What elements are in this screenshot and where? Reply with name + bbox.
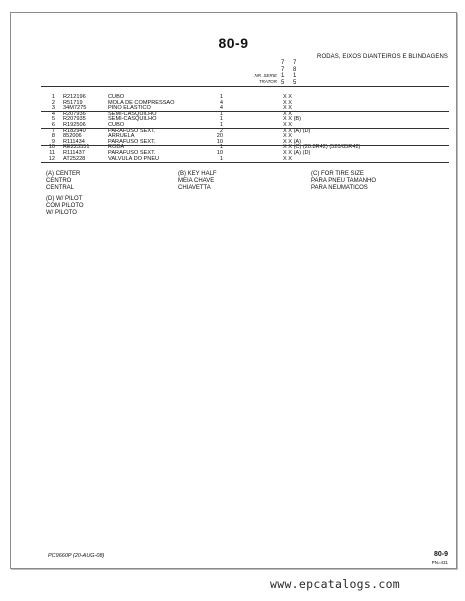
part-number: R212196 [63,94,86,100]
quantity: 10 [216,138,223,145]
applicability: X X (A) (D) [283,127,311,134]
item-number: 2 [51,99,55,106]
note-line: PARA PNEU TAMANHO [311,178,377,185]
applicability: X X [283,122,293,128]
part-number: R207936 [63,110,86,117]
quantity: 1 [219,94,223,100]
code-row: 7 8 [281,66,300,73]
quantity: 2 [219,127,223,134]
part-number: R111434 [63,138,85,145]
part-description: SEMI-CASQUILHO [108,116,157,123]
note-line: CHIAVETTA [178,185,211,192]
applicability: X X [283,99,293,106]
part-number: R192506 [63,122,86,128]
applicability: X X [283,133,293,140]
part-description: ARRUELA [108,133,135,140]
note-line: CENTRAL [46,185,75,192]
watermark-url: www.epcatalogs.com [270,577,401,591]
serial-code-columns [281,60,300,86]
group-divider [41,111,449,112]
note-a [46,171,80,193]
note-line: (A) CENTER [46,171,81,177]
code-row: 7 7 [281,60,300,66]
footer-page-number: 80-9 [433,551,448,558]
group-divider [41,128,449,129]
part-number: R207935 [63,116,86,123]
note-line: (B) KEY HALF [178,171,217,177]
note-line: MEIA CHAVE [178,178,215,185]
item-number: 10 [48,144,55,151]
footer-catalog-id: PC9660P (20-AUG-08) [48,553,105,559]
applicability: X X (B) [283,116,302,123]
item-number: 3 [51,105,55,112]
applicability: X X (C) (20.8R42) (520/85R42) [283,144,361,151]
table-bottom-rule [41,162,449,163]
quantity: 1 [219,122,223,128]
part-description: SEMI-CASQUILHO [108,110,157,117]
item-number: 5 [51,116,55,123]
applicability: X X [283,94,293,100]
applicability: X X [283,105,293,112]
applicability: X X [283,110,293,117]
quantity: 20 [216,133,223,140]
applicability: X X (A) [283,138,302,145]
applicability: X X (A) (D) [283,150,311,156]
quantity: 1 [219,144,223,151]
part-description: CUBO [108,94,125,100]
serial-label [237,73,277,84]
item-number: 11 [49,150,55,156]
item-number: 12 [48,155,55,162]
group-divider [41,145,449,146]
part-description: VALVULA DO PNEU [108,155,160,162]
part-number: R111437 [63,150,85,156]
item-number: 7 [51,127,55,134]
part-description: PARAFUSO SEXT. [108,138,156,145]
note-line: PARA NEUMATICOS [311,185,368,192]
item-number: 1 [51,94,55,100]
part-description: PINO ELASTICO [108,105,151,112]
note-c [311,171,376,193]
quantity: 10 [216,150,223,156]
note-b [178,171,217,193]
item-number: 4 [51,110,55,117]
note-d [46,196,84,218]
item-number: 9 [51,138,55,145]
part-number: RE223551 [63,144,90,151]
part-number: AT25228 [63,155,86,162]
serial-label-line: TRATOR [258,78,277,84]
part-number: R51719 [63,99,83,106]
table-top-rule [41,86,449,87]
page-title: 80-9 [218,35,249,51]
note-line: (C) FOR TIRE SIZE [311,171,364,177]
applicability: X X [283,155,293,162]
catalog-page [10,12,457,569]
quantity: 1 [219,155,223,162]
item-number: 8 [51,133,55,140]
part-description: PARAFUSO SEXT. [108,150,156,156]
item-number: 6 [51,122,55,128]
part-description: CUBO [108,122,125,128]
note-line: COM PILOTO [46,203,84,210]
part-description: MOLA DE COMPRESSAO [108,99,175,106]
note-line: CENTRO [46,178,72,185]
code-row: 5 5 [281,79,300,86]
section-title: RODAS, EIXOS DIANTEIROS E BLINDAGENS [317,54,448,60]
quantity: 4 [219,105,223,112]
quantity: 1 [219,110,223,117]
part-number: 852006 [63,133,82,140]
part-number: R182940 [63,127,86,134]
note-line: (D) W/ PILOT [46,196,83,202]
quantity: 1 [219,116,223,123]
part-description: PARAFUSO SEXT. [108,127,156,134]
footer-code: PN=431 [431,560,448,565]
quantity: 4 [219,99,223,106]
part-number: 34M7275 [63,105,87,112]
note-line: W/ PILOTO [46,210,77,217]
code-row: 1 1 [281,73,300,80]
serial-label-line: NR. SERIE [254,73,277,78]
part-description: RODA [108,144,125,151]
